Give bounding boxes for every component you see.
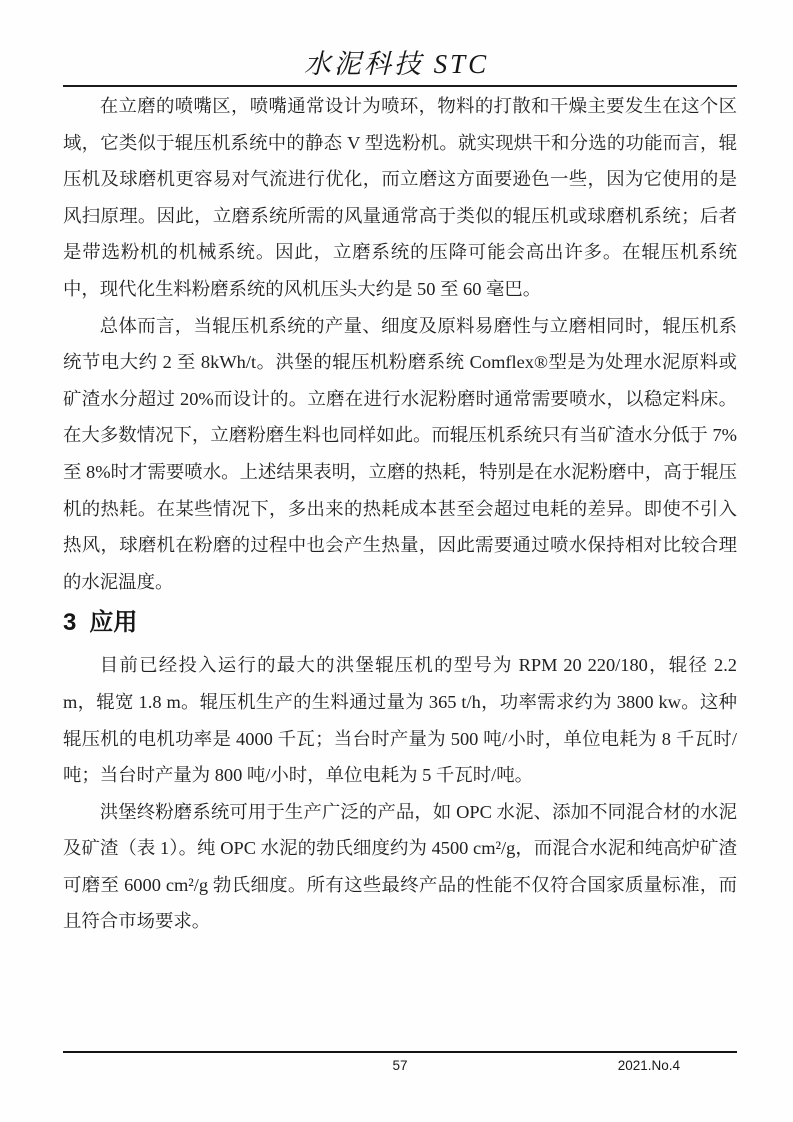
paragraph-energy-comparison: 总体而言，当辊压机系统的产量、细度及原料易磨性与立磨相同时，辊压机系统节电大约 2 至 8kWh/t。洪堡的辊压机粉磨系统 Comflex®型是为处理水泥原料或矿渣水分超过 20%而设计的。立磨在进行水泥粉磨时通常需要喷水，以稳定料床。在大多数情况下，立磨粉磨生料也同样如此。而辊压机系统只有当矿渣水分低于 7%至 8%时才需要喷水。上述结果表明，立磨的热耗，特别是在水泥粉磨中，高于辊压机的热耗。在某些情况下，多出来的热耗成本甚至会超过电耗的差异。即使不引入热风，球磨机在粉磨的过程中也会产生热量，因此需要通过喷水保持相对比较合理的水泥温度。 [63,315,737,592]
header-divider [63,85,737,87]
section-heading-application [63,609,737,637]
document-body [63,88,737,940]
paragraph-finish-grinding-products: 洪堡终粉磨系统可用于生产广泛的产品，如 OPC 水泥、添加不同混合材的水泥及矿渣（表 1）。纯 OPC 水泥的勃氏细度约为 4500 cm²/g，而混合水泥和纯高炉矿渣可磨至 6000 cm²/g 勃氏细度。所有这些最终产品的性能不仅符合国家质量标准，而且符合市场要求。 [63,801,737,932]
issue-label: 2021.No.4 [617,1058,680,1073]
section-number: 3 [63,609,77,637]
journal-title: 水泥科技 STC [303,49,490,79]
page-number: 57 [392,1058,408,1073]
section-title: 应用 [89,609,138,637]
page-footer [63,1051,737,1079]
paragraph-largest-rpm: 目前已经投入运行的最大的洪堡辊压机的型号为 RPM 20 220/180，辊径 2.2 m，辊宽 1.8 m。辊压机生产的生料通过量为 365 t/h，功率需求约为 3800 kw。这种辊压机的电机功率是 4000 千瓦；当台时产量为 500 吨/小时，单位电耗为 8 千瓦时/吨；当台时产量为 800 吨/小时，单位电耗为 5 千瓦时/吨。 [63,655,737,786]
paragraph-nozzle-zone: 在立磨的喷嘴区，喷嘴通常设计为喷环，物料的打散和干燥主要发生在这个区域，它类似于辊压机系统中的静态 V 型选粉机。就实现烘干和分选的功能而言，辊压机及球磨机更容易对气流进行优化，而立磨这方面要逊色一些，因为它使用的是风扫原理。因此，立磨系统所需的风量通常高于类似的辊压机或球磨机系统；后者是带选粉机的机械系统。因此，立磨系统的压降可能会高出许多。在辊压机系统中，现代化生料粉磨系统的风机压头大约是 50 至 60 毫巴。 [63,96,737,299]
